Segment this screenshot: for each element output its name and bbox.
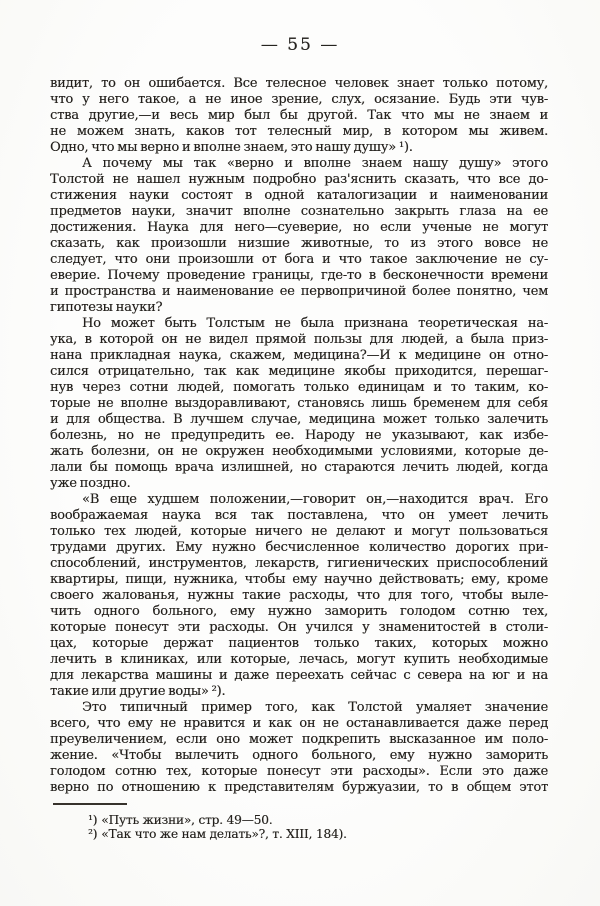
text-line: ства другие,—и весь мир был бы другой. Так что мы не знаем и [50,108,548,123]
text-line: видит, то он ошибается. Все телесное человек знает только потому, [50,76,548,91]
footnote-item [88,814,558,828]
text-line: что у него такое, а не иное зрение, слух, осязание. Будь эти чув- [50,92,548,107]
text-line: и для общества. В лучшем случае, медицина может только залечить [50,412,548,427]
footnote-separator-rule [53,803,127,805]
text-line: следует, что они произошли от бога и что такое заключение не су- [50,252,548,267]
text-line: «В еще худшем положении,—говорит он,—находится врач. Его [82,492,548,507]
text-line: лали бы помощь врача излишней, но стараются лечить людей, когда [50,460,548,475]
text-line: Одно, что мы верно и вполне знаем, это нашу душу» ¹). [50,140,413,155]
footnote-marker: ¹) [88,813,98,827]
text-line: верно по отношению к представителям буржуазии, то в общем этот [50,780,548,795]
text-line: ука, в которой он не видел прямой пользы для людей, а была приз- [50,332,548,347]
text-line: сказать, как произошли низшие животные, то из этого вовсе не [50,236,548,251]
text-line: цах, которые держат пациентов только таких, которых можно [50,636,548,651]
text-line: предметов науки, значит вполне сознательно закрыть глаза на ее [50,204,548,219]
body-text-block [50,76,548,796]
text-line: гипотезы науки? [50,300,163,315]
text-line: и пространства и наименование ее первопричиной более понятно, чем [50,284,548,299]
footnote-text: «Так что же нам делать»?, т. XIII, 184). [101,826,347,841]
text-line: для лекарства машины и даже переехать сейчас с севера на юг и на [50,668,548,683]
text-line: трудами других. Ему нужно бесчисленное количество дорогих при- [50,540,548,555]
text-line: преувеличением, если оно может подкрепить высказанное им поло- [50,732,548,747]
text-line: торые не вполне выздоравливают, становясь лишь бременем для себя [50,396,548,411]
text-line: Толстой не нашел нужным подробно раз'яснить сказать, что все до- [50,172,548,187]
text-line: лечить в клиниках, или которые, лечась, могут купить необходимые [50,652,548,667]
text-line: нана прикладная наука, скажем, медицина?—И к медицине он отно- [50,348,548,363]
text-line: болезнь, но не предупредить ее. Народу не указывают, как избе- [50,428,548,443]
text-line: воображаемая наука вся так поставлена, что он умеет лечить [50,508,548,523]
footnote-item [88,828,558,842]
text-line: еверие. Почему проведение границы, где-то в бесконечности времени [50,268,548,283]
text-line: своего жалованья, нужны такие расходы, что для того, чтобы выле- [50,588,548,603]
footnotes-block [88,814,558,841]
text-line: Но может быть Толстым не была признана теоретическая на- [82,316,548,331]
text-line: голодом сотню тех, которые понесут эти расходы». Если это даже [50,764,548,779]
text-line: жать болезни, он не окружен необходимыми условиями, которые де- [50,444,548,459]
text-line: всего, что ему не нравится и как он не останавливается даже перед [50,716,548,731]
text-line: которые понесут эти расходы. Он учился у знаменитостей в столи- [50,620,548,635]
text-line: чить одного больного, ему нужно заморить голодом сотню тех, [50,604,548,619]
text-line: уже поздно. [50,476,131,491]
text-line: стижения науки состоят в одной каталогизации и наименовании [50,188,548,203]
text-line: такие или другие воды» ²). [50,684,226,699]
text-line: достижения. Наука для него—суеверие, но если ученые не могут [50,220,548,235]
footnote-marker: ²) [88,826,98,841]
text-line: только тех людей, которые ничего не делают и могут пользоваться [50,524,548,539]
text-line: А почему мы так «верно и вполне знаем нашу душу» этого [82,156,548,171]
text-line: не можем знать, каков тот телесный мир, в котором мы живем. [50,124,548,139]
text-line: Это типичный пример того, как Толстой умаляет значение [82,700,548,715]
text-line: жение. «Чтобы вылечить одного больного, ему нужно заморить [50,748,548,763]
footnote-text: «Путь жизни», стр. 49—50. [101,813,273,827]
text-line: способлений, инструментов, лекарств, гигиенических приспособлений [50,556,548,571]
text-line: квартиры, пищи, нужника, чтобы ему научно действовать; ему, кроме [50,572,548,587]
page-number-header: — 55 — [260,35,340,55]
text-line: сился отрицательно, так как медицине якобы приходится, перешаг- [50,364,548,379]
text-line: нув через сотни людей, помогать только единицам и то таким, ко- [50,380,548,395]
